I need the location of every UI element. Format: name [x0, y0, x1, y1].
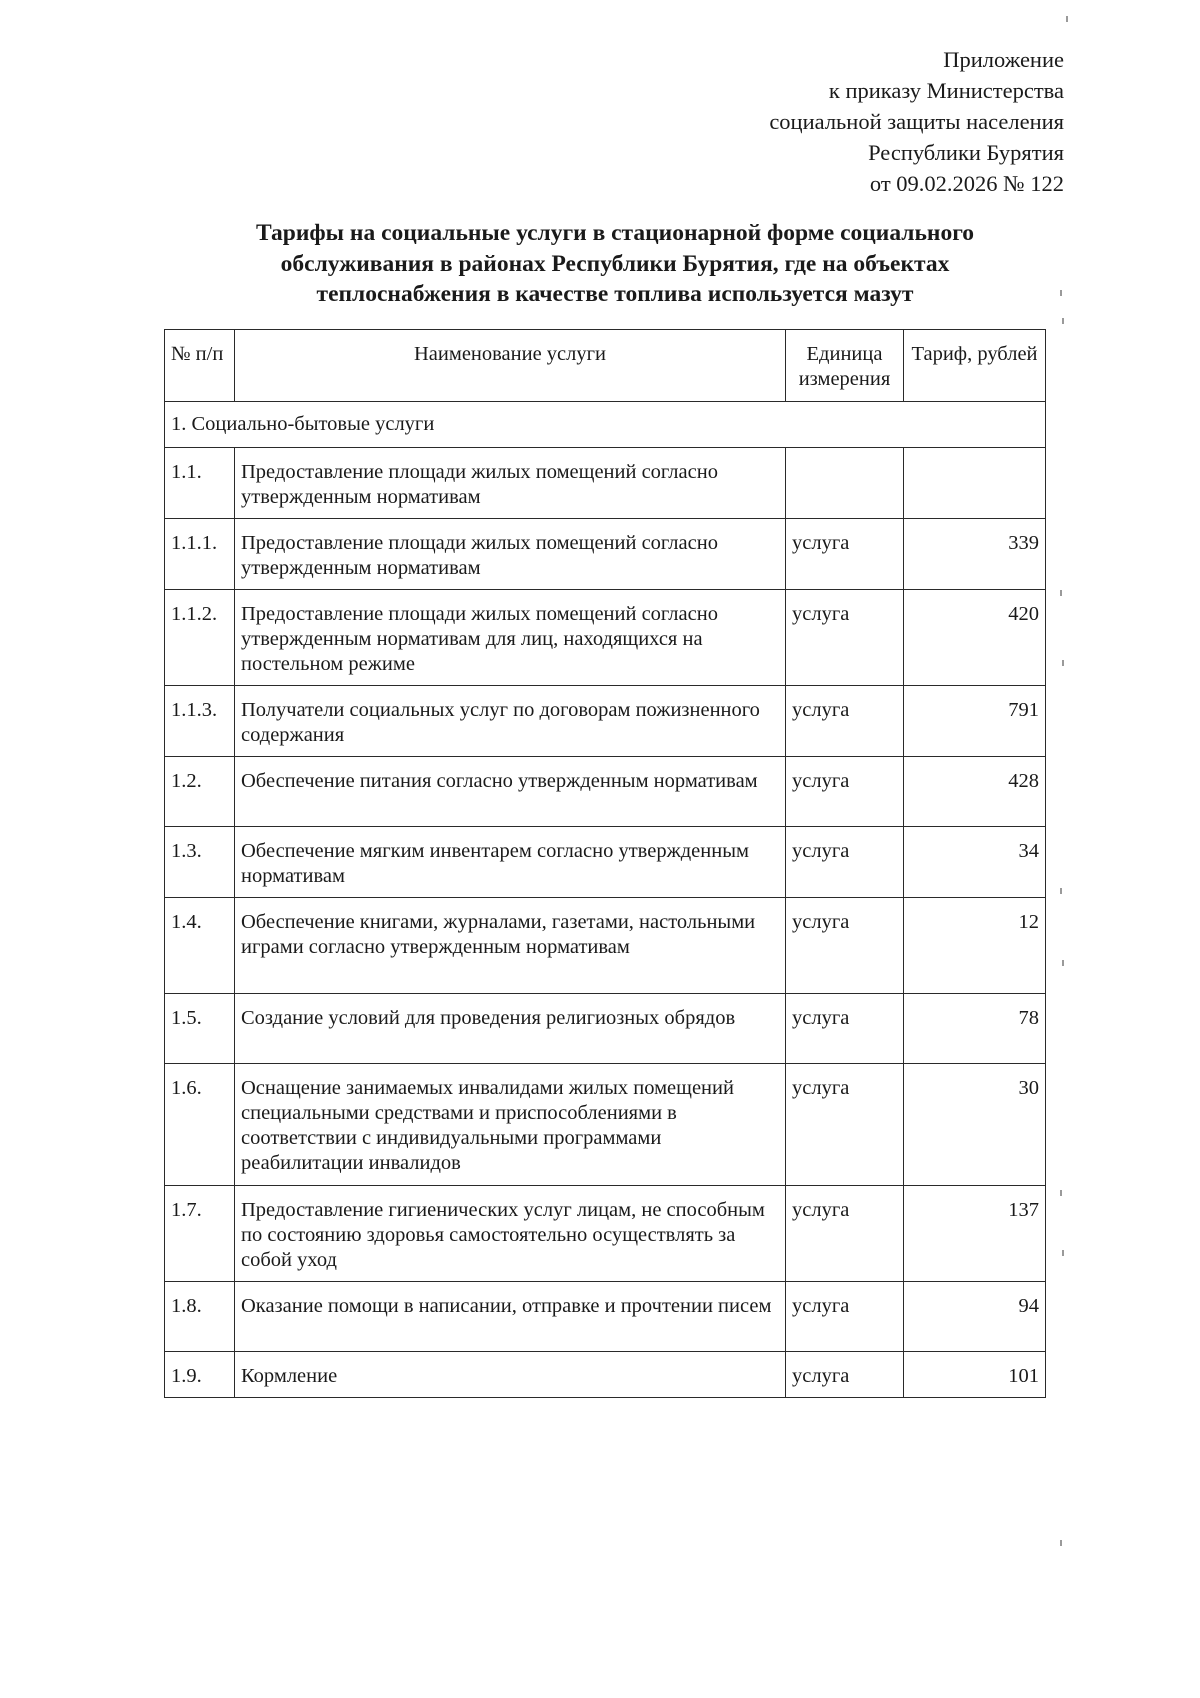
row-service-name: Оказание помощи в написании, отправке и прочтении писем	[235, 1282, 786, 1352]
row-tariff: 339	[904, 519, 1046, 590]
row-unit: услуга	[786, 1352, 904, 1398]
table-row	[165, 448, 1046, 519]
row-number: 1.2.	[165, 757, 235, 827]
section-row	[165, 402, 1046, 448]
table-row	[165, 827, 1046, 898]
row-unit: услуга	[786, 827, 904, 898]
table-row	[165, 757, 1046, 827]
document-title	[165, 218, 1065, 310]
scan-speck	[1060, 290, 1062, 296]
row-service-name: Предоставление гигиенических услуг лицам, не способным по состоянию здоровья самостоятельно осуществлять за собой уход	[235, 1186, 786, 1282]
row-service-name: Обеспечение мягким инвентарем согласно утвержденным нормативам	[235, 827, 786, 898]
scan-speck	[1060, 1190, 1062, 1196]
row-service-name: Оснащение занимаемых инвалидами жилых помещений специальными средствами и приспособлениями в соответствии с индивидуальными программами реабилитации инвалидов	[235, 1064, 786, 1186]
header-service-name: Наименование услуги	[235, 330, 786, 402]
title-line: теплоснабжения в качестве топлива используется мазут	[316, 281, 914, 307]
row-unit: услуга	[786, 994, 904, 1064]
scan-speck	[1060, 590, 1062, 596]
table-row	[165, 519, 1046, 590]
row-number: 1.7.	[165, 1186, 235, 1282]
row-number: 1.4.	[165, 898, 235, 994]
row-tariff: 78	[904, 994, 1046, 1064]
appendix-line: к приказу Министерства	[828, 78, 1064, 103]
table-row	[165, 898, 1046, 994]
header-tariff: Тариф, рублей	[904, 330, 1046, 402]
row-unit: услуга	[786, 898, 904, 994]
row-service-name: Обеспечение книгами, журналами, газетами, настольными играми согласно утвержденным нормативам	[235, 898, 786, 994]
section-title: 1. Социально-бытовые услуги	[165, 402, 1046, 448]
row-number: 1.5.	[165, 994, 235, 1064]
table-row	[165, 1186, 1046, 1282]
row-number: 1.8.	[165, 1282, 235, 1352]
header-unit: Единица измерения	[786, 330, 904, 402]
row-tariff: 30	[904, 1064, 1046, 1186]
row-tariff	[904, 448, 1046, 519]
appendix-header	[769, 44, 1064, 199]
row-unit: услуга	[786, 590, 904, 686]
row-unit: услуга	[786, 519, 904, 590]
row-unit: услуга	[786, 1282, 904, 1352]
table-row	[165, 1352, 1046, 1398]
scan-speck	[1066, 16, 1068, 22]
row-number: 1.1.	[165, 448, 235, 519]
appendix-line: от 09.02.2026 № 122	[869, 171, 1064, 196]
row-tariff: 34	[904, 827, 1046, 898]
row-service-name: Предоставление площади жилых помещений согласно утвержденным нормативам	[235, 519, 786, 590]
row-number: 1.9.	[165, 1352, 235, 1398]
row-tariff: 420	[904, 590, 1046, 686]
table-row	[165, 994, 1046, 1064]
scan-speck	[1060, 888, 1062, 894]
row-number: 1.3.	[165, 827, 235, 898]
appendix-line: Приложение	[943, 47, 1064, 72]
appendix-line: Республики Бурятия	[868, 140, 1064, 165]
title-line: Тарифы на социальные услуги в стационарной форме социального	[255, 220, 975, 246]
table-row	[165, 1282, 1046, 1352]
table-row	[165, 590, 1046, 686]
row-tariff: 428	[904, 757, 1046, 827]
row-number: 1.1.3.	[165, 686, 235, 757]
row-service-name: Кормление	[235, 1352, 786, 1398]
header-number: № п/п	[165, 330, 235, 402]
row-unit	[786, 448, 904, 519]
row-service-name: Получатели социальных услуг по договорам пожизненного содержания	[235, 686, 786, 757]
scan-speck	[1060, 1540, 1062, 1546]
row-service-name: Предоставление площади жилых помещений согласно утвержденным нормативам	[235, 448, 786, 519]
row-unit: услуга	[786, 757, 904, 827]
row-unit: услуга	[786, 1064, 904, 1186]
row-tariff: 791	[904, 686, 1046, 757]
row-number: 1.6.	[165, 1064, 235, 1186]
row-tariff: 94	[904, 1282, 1046, 1352]
scan-speck	[1062, 318, 1064, 324]
table-row	[165, 686, 1046, 757]
title-line: обслуживания в районах Республики Бурятия, где на объектах	[280, 250, 950, 277]
table-header-row	[165, 330, 1046, 402]
row-service-name: Создание условий для проведения религиозных обрядов	[235, 994, 786, 1064]
row-service-name: Предоставление площади жилых помещений согласно утвержденным нормативам для лиц, находящихся на постельном режиме	[235, 590, 786, 686]
row-number: 1.1.1.	[165, 519, 235, 590]
appendix-line: социальной защиты населения	[769, 109, 1064, 134]
row-tariff: 137	[904, 1186, 1046, 1282]
row-unit: услуга	[786, 686, 904, 757]
scan-speck	[1062, 660, 1064, 666]
row-tariff: 101	[904, 1352, 1046, 1398]
tariff-table	[164, 329, 1046, 1398]
scan-speck	[1062, 1250, 1064, 1256]
row-tariff: 12	[904, 898, 1046, 994]
row-unit: услуга	[786, 1186, 904, 1282]
row-number: 1.1.2.	[165, 590, 235, 686]
scan-speck	[1062, 960, 1064, 966]
row-service-name: Обеспечение питания согласно утвержденным нормативам	[235, 757, 786, 827]
table-row	[165, 1064, 1046, 1186]
